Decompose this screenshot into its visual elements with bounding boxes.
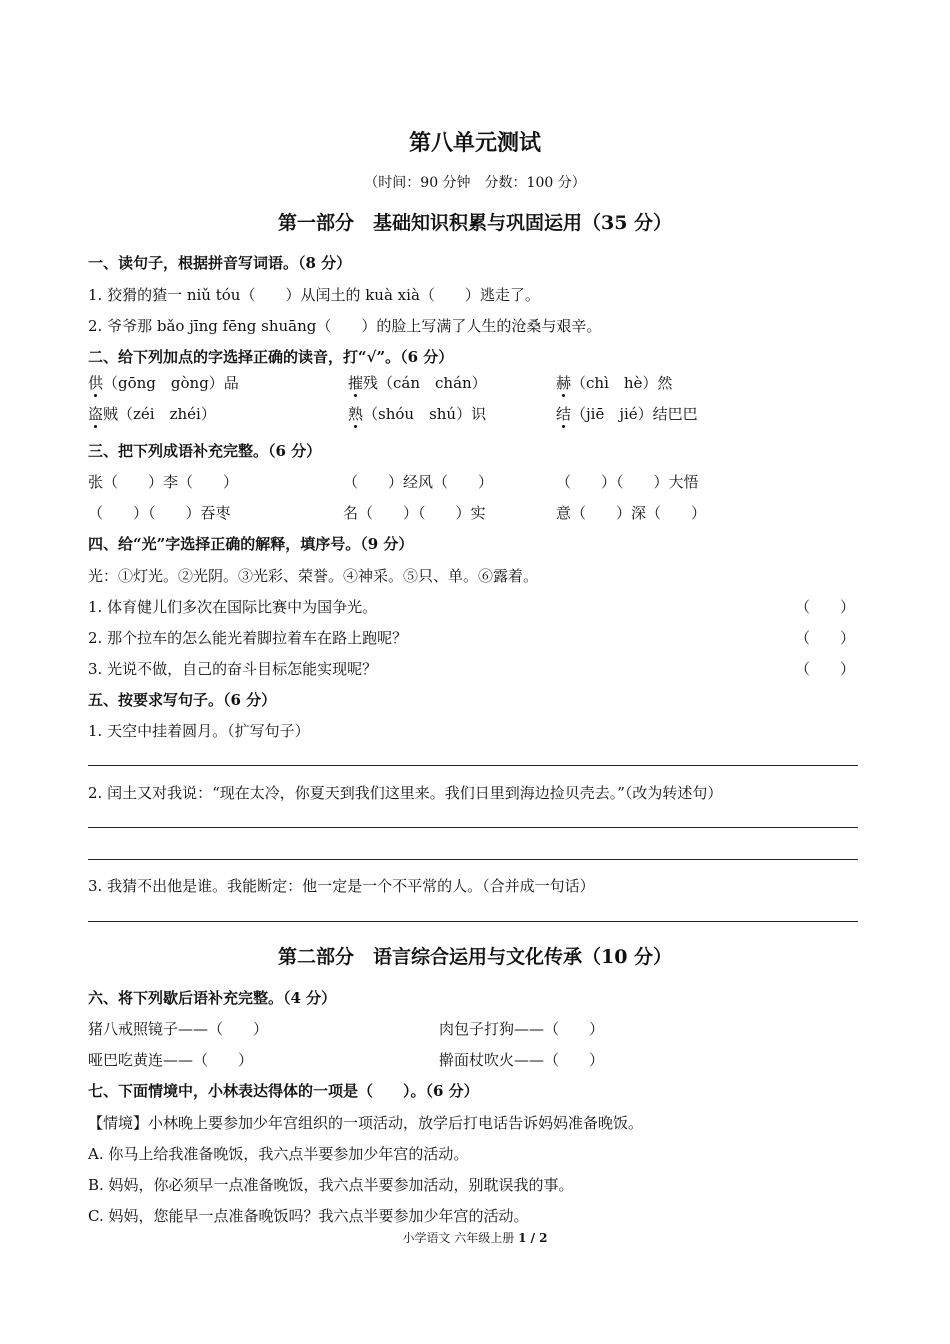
q5-heading: 五、按要求写句子。（6 分）: [88, 691, 277, 709]
q4-item-2: 2. 那个拉车的怎么能光着脚拉着车在路上跑呢？: [88, 629, 408, 647]
q2-item-2: [348, 372, 487, 393]
q7-heading: 七、下面情境中，小林表达得体的一项是（ ）。（6 分）: [88, 1082, 479, 1100]
q3-item-3: （ ）（ ）大悟: [556, 473, 699, 491]
dotted-char: 盗: [88, 405, 104, 423]
pinyin-options: （chì hè）然: [571, 374, 673, 392]
q6-heading: 六、将下列歇后语补充完整。（4 分）: [88, 989, 337, 1007]
page-footer: [0, 1229, 950, 1246]
q6-item-1: 猪八戒照镜子——（ ）: [88, 1020, 269, 1038]
q3-item-1: 张（ ）李（ ）: [88, 473, 239, 491]
dotted-char: 摧: [348, 374, 364, 392]
q3-heading: 三、把下列成语补充完整。（6 分）: [88, 442, 322, 460]
q5-item-3: 3. 我猜不出他是谁。我能断定：他一定是一个不平常的人。（合并成一句话）: [88, 877, 595, 895]
pinyin-options: （jiē jié）结巴巴: [571, 405, 698, 423]
page-number: 1 / 2: [518, 1231, 548, 1245]
q4-answer-bracket-3: （ ）: [795, 660, 856, 678]
q4-meanings: 光：①灯光。②光阴。③光彩、荣誉。④神采。⑤只、单。⑥露着。: [88, 567, 539, 585]
answer-line[interactable]: [88, 859, 858, 860]
q7-option-b: B. 妈妈，你必须早一点准备晚饭，我六点半要参加活动，别耽误我的事。: [88, 1176, 574, 1194]
answer-line[interactable]: [88, 921, 858, 922]
footer-label: 小学语文 六年级上册: [402, 1231, 519, 1245]
q4-heading: 四、给“光”字选择正确的解释，填序号。（9 分）: [88, 535, 414, 553]
pinyin-options: 残（cán chán）: [363, 374, 487, 392]
q7-context: 【情境】小林晚上要参加少年宫组织的一项活动，放学后打电话告诉妈妈准备晚饭。: [88, 1114, 644, 1132]
q3-item-2: （ ）经风（ ）: [343, 473, 494, 491]
answer-line[interactable]: [88, 827, 858, 828]
page-title: 第八单元测试: [408, 130, 541, 156]
q7-option-a: A. 你马上给我准备晚饭，我六点半要参加少年宫的活动。: [88, 1145, 469, 1163]
q2-heading: 二、给下列加点的字选择正确的读音，打“√”。（6 分）: [88, 348, 454, 366]
q7-option-c: C. 妈妈，您能早一点准备晚饭吗？我六点半要参加少年宫的活动。: [88, 1207, 529, 1225]
answer-line[interactable]: [88, 765, 858, 766]
q5-item-2: 2. 闰土又对我说：“现在太冷，你夏天到我们这里来。我们日里到海边捡贝壳去。”（改为转述句）: [88, 784, 723, 802]
q2-item-6: [556, 403, 698, 424]
pinyin-options: 贼（zéi zhéi）: [103, 405, 216, 423]
q2-item-4: [88, 403, 216, 424]
q5-item-1: 1. 天空中挂着圆月。（扩写句子）: [88, 722, 310, 740]
q1-heading: 一、读句子，根据拼音写词语。（8 分）: [88, 254, 352, 272]
dotted-char: 供: [88, 374, 104, 392]
dotted-char: 赫: [556, 374, 572, 392]
q3-item-5: 名（ ）（ ）实: [343, 504, 486, 522]
q6-item-3: 哑巴吃黄连——（ ）: [88, 1051, 254, 1069]
pinyin-options: （gōng gòng）品: [103, 374, 239, 392]
q2-item-3: [556, 372, 672, 393]
page-subtitle: （时间：90 分钟 分数：100 分）: [364, 175, 586, 191]
dotted-char: 结: [556, 405, 572, 423]
part2-heading: 第二部分 语言综合运用与文化传承（10 分）: [277, 946, 673, 968]
q2-item-5: [348, 403, 486, 424]
dotted-char: 熟: [348, 405, 364, 423]
q3-item-4: （ ）（ ）吞枣: [88, 504, 231, 522]
q6-item-2: 肉包子打狗——（ ）: [439, 1020, 605, 1038]
q3-item-6: 意（ ）深（ ）: [556, 504, 707, 522]
q4-answer-bracket-2: （ ）: [795, 629, 856, 647]
q4-item-1: 1. 体育健儿们多次在国际比赛中为国争光。: [88, 598, 378, 616]
q2-item-1: [88, 372, 239, 393]
pinyin-options: （shóu shú）识: [363, 405, 487, 423]
q6-item-4: 擀面杖吹火——（ ）: [439, 1051, 605, 1069]
q1-item-1: 1. 狡猾的猹一 niǔ tóu（ ）从闰土的 kuà xià（ ）逃走了。: [88, 286, 540, 304]
q4-answer-bracket-1: （ ）: [795, 598, 856, 616]
q1-item-2: 2. 爷爷那 bǎo jīng fēng shuāng（ ）的脸上写满了人生的沧桑与艰辛。: [88, 317, 602, 335]
q4-item-3: 3. 光说不做，自己的奋斗目标怎能实现呢？: [88, 660, 378, 678]
part1-heading: 第一部分 基础知识积累与巩固运用（35 分）: [277, 212, 673, 234]
